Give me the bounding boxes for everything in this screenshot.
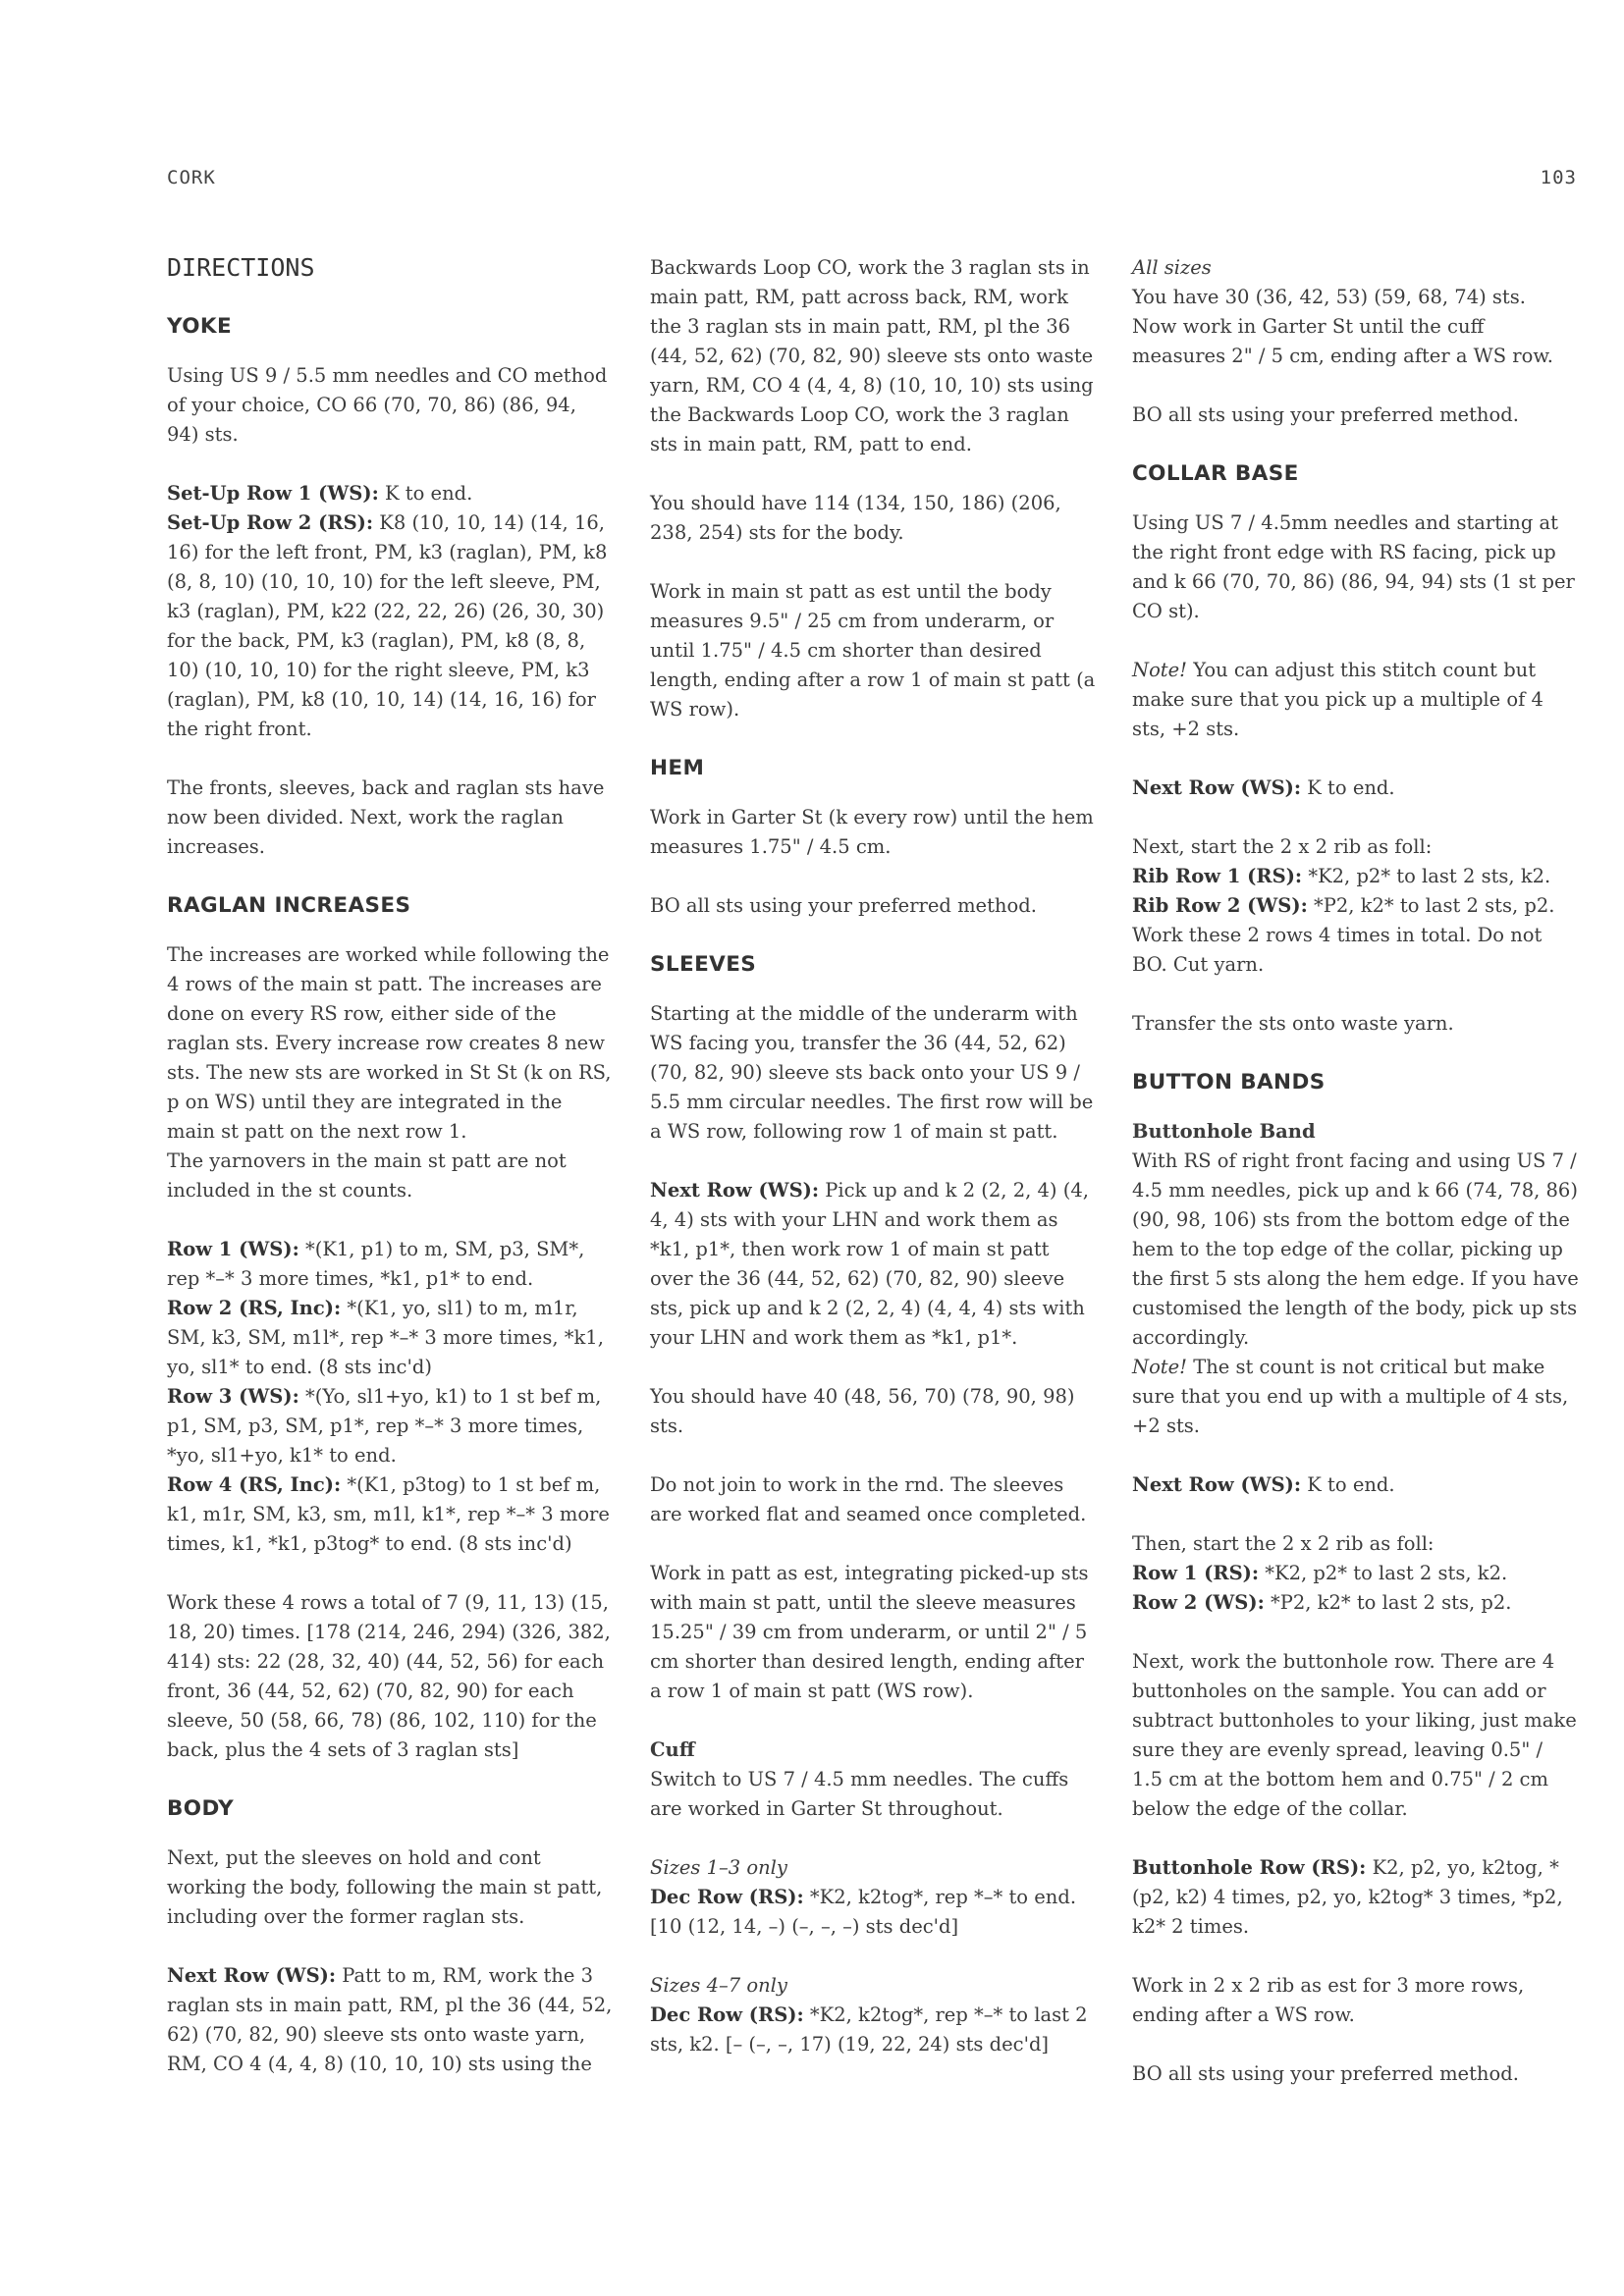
raglan-row-4-text: *(K1, p3tog) to 1 st bef m, k1, m1r, SM, k3, sm, m1l, k1*, rep *–* 3 more times, k1, *k1, p3tog* to end. (8 sts inc'd) [167, 1473, 610, 1555]
raglan-para-1: The increases are worked while following the 4 rows of the main st patt. The increases are done on every RS row, either side of the raglan sts. Every increase row creates 8 new sts. The new sts are worked in St St (k on RS, p on WS) until they are integrated in the main st patt on the next row 1. [167, 943, 612, 1143]
raglan-row-1-text: *(K1, p1) to m, SM, p3, SM*, rep *–* 3 more times, *k1, p1* to end. [167, 1238, 585, 1290]
collar-rib-intro: Next, start the 2 x 2 rib as foll: [1132, 835, 1433, 858]
raglan-row-3-text: *(Yo, sl1+yo, k1) to 1 st bef m, p1, SM, p3, SM, p1*, rep *–* 3 more times, *yo, sl1+yo, k1* to end. [167, 1385, 602, 1467]
collar-rib-row-1-text: *K2, p2* to last 2 sts, k2. [1302, 865, 1551, 887]
body-next-row-text: Patt to m, RM, work the 3 raglan sts in main patt, RM, pl the 36 (44, 52, 62) (70, 82, 90) sleeve sts onto waste yarn, RM, CO 4 (4, 4, 8) (10, 10, 10) sts using the [167, 1964, 613, 2075]
raglan-total: Work these 4 rows a total of 7 (9, 11, 13) (15, 18, 20) times. [178 (214, 246, 294) (326, 382, 414) sts: 22 (28, 32, 40) (44, 52, 56) for each front, 36 (44, 52, 62) (70, 82, 90) for each sleeve, 50 (58, 66, 78) (86, 102, 110) for the back, plus the 4 sets of 3 raglan sts] [167, 1591, 611, 1761]
running-head-title: CORK [167, 167, 216, 188]
bands-row-2-label: Row 2 (WS): [1132, 1591, 1265, 1614]
body-next-row-label: Next Row (WS): [167, 1964, 337, 1987]
setup-row-1-text: K to end. [378, 482, 473, 505]
yoke-intro: Using US 9 / 5.5 mm needles and CO method of your choice, CO 66 (70, 70, 86) (86, 94, 94) sts. [167, 364, 608, 446]
sleeves-next-row [650, 1176, 1097, 1353]
bands-next-row-label: Next Row (WS): [1132, 1473, 1302, 1496]
dec-row-2-text: *K2, k2tog*, rep *–* to last 2 sts, k2. [– (–, –, 17) (19, 22, 24) sts dec'd] [650, 2003, 1088, 2056]
yoke-heading: YOKE [167, 314, 233, 339]
collar-rib-row-1-label: Rib Row 1 (RS): [1132, 865, 1303, 887]
raglan-row-2-text: *(K1, yo, sl1) to m, m1r, SM, k3, SM, m1l*, rep *–* 3 more times, *k1, yo, sl1* to end. (8 sts inc'd) [167, 1297, 604, 1378]
bands-row-1 [1132, 1559, 1579, 1588]
collar-rib-row-1 [1132, 862, 1579, 891]
column-2 [650, 253, 1097, 2089]
dec-row-1-label: Dec Row (RS): [650, 1886, 804, 1908]
sleeves-stitch-count: You should have 40 (48, 56, 70) (78, 90, 98) sts. [650, 1385, 1075, 1437]
collar-next-row-text: K to end. [1301, 776, 1395, 799]
raglan-row-1 [167, 1235, 614, 1294]
bands-bo: BO all sts using your preferred method. [1132, 2062, 1519, 2085]
body-para-1: Next, put the sleeves on hold and cont working the body, following the main st patt, including over the former raglan sts. [167, 1846, 603, 1928]
column-1 [167, 253, 614, 2109]
buttonhole-intro: Next, work the buttonhole row. There are 4 buttonholes on the sample. You can add or subtract buttonholes to your liking, just make sure they are evenly spread, leaving 0.5" / 1.5 cm at the bottom hem and 0.75" / 2 cm below the edge of the collar. [1132, 1650, 1577, 1820]
buttonhole-row-label: Buttonhole Row (RS): [1132, 1856, 1367, 1879]
setup-row-2-text: K8 (10, 10, 14) (14, 16, 16) for the left front, PM, k3 (raglan), PM, k8 (8, 8, 10) (10, 10, 10) for the left sleeve, PM, k3 (raglan), PM, k22 (22, 22, 26) (26, 30, 30) for the back, PM, k3 (raglan), PM, k8 (8, 8, 10) (10, 10, 10) for the right sleeve, PM, k3 (raglan), PM, k8 (10, 10, 14) (14, 16, 16) for the right front. [167, 511, 608, 740]
sleeves-work: Work in patt as est, integrating picked-up sts with main st patt, until the sleeve measures 15.25" / 39 cm from underarm, or until 2" / 5 cm shorter than desired length, ending after a row 1 of main st patt (WS row). [650, 1562, 1089, 1702]
collar-rib-row-2 [1132, 891, 1579, 921]
raglan-row-4 [167, 1470, 614, 1559]
bands-next-row-text: K to end. [1301, 1473, 1395, 1496]
buttonhole-band-subheading: Buttonhole Band [1132, 1120, 1316, 1143]
yoke-divided-note: The fronts, sleeves, back and raglan sts have now been divided. Next, work the raglan increases. [167, 776, 605, 858]
hem-para-2: BO all sts using your preferred method. [650, 894, 1037, 917]
bands-para-1: With RS of right front facing and using US 7 / 4.5 mm needles, pick up and k 66 (74, 78, 86) (90, 98, 106) sts from the bottom edge of the hem to the top edge of the collar, picking up the first 5 sts along the hem edge. If you have customised the length of the body, pick up sts accordingly. [1132, 1149, 1579, 1349]
hem-para-1: Work in Garter St (k every row) until the hem measures 1.75" / 4.5 cm. [650, 806, 1094, 858]
sleeves-heading: SLEEVES [650, 952, 757, 977]
sleeves-para-1: Starting at the middle of the underarm with WS facing you, transfer the 36 (44, 52, 62) (70, 82, 90) sleeve sts back onto your US 9 / 5.5 mm circular needles. The first row will be a WS row, following row 1 of main st patt. [650, 1002, 1094, 1143]
setup-row-2 [167, 508, 614, 744]
collar-para-1: Using US 7 / 4.5mm needles and starting at the right front edge with RS facing, pick up and k 66 (70, 70, 86) (86, 94, 94) sts (1 st per CO st). [1132, 511, 1575, 622]
page-number: 103 [1540, 167, 1577, 188]
dec-row-2 [650, 2001, 1097, 2059]
body-continued: Backwards Loop CO, work the 3 raglan sts in main patt, RM, patt across back, RM, work the 3 raglan sts in main patt, RM, pl the 36 (44, 52, 62) (70, 82, 90) sleeve sts onto waste yarn, RM, CO 4 (4, 4, 8) (10, 10, 10) sts using the Backwards Loop CO, work the 3 raglan sts in main patt, RM, patt to end. [650, 256, 1094, 455]
bands-next-row [1132, 1470, 1579, 1500]
button-bands-heading: BUTTON BANDS [1132, 1070, 1326, 1095]
collar-note [1132, 656, 1579, 744]
bands-row-1-label: Row 1 (RS): [1132, 1562, 1260, 1584]
raglan-row-3 [167, 1382, 614, 1470]
buttonhole-row [1132, 1853, 1579, 1942]
collar-rib-row-2-label: Rib Row 2 (WS): [1132, 894, 1308, 917]
setup-row-1 [167, 479, 614, 508]
raglan-row-1-label: Row 1 (WS): [167, 1238, 299, 1260]
collar-next-row-label: Next Row (WS): [1132, 776, 1302, 799]
bands-more-rows: Work in 2 x 2 rib as est for 3 more rows, ending after a WS row. [1132, 1974, 1525, 2026]
bands-row-2 [1132, 1588, 1579, 1618]
bands-note [1132, 1353, 1579, 1441]
collar-heading: COLLAR BASE [1132, 461, 1299, 486]
all-sizes-label: All sizes [1132, 256, 1212, 279]
raglan-row-2-label: Row 2 (RS, Inc): [167, 1297, 342, 1319]
body-work: Work in main st patt as est until the body measures 9.5" / 25 cm from underarm, or until 1.75" / 4.5 cm shorter than desired length, ending after a row 1 of main st patt (a WS row). [650, 580, 1096, 721]
collar-next-row [1132, 774, 1579, 803]
sleeves-flat: Do not join to work in the rnd. The sleeves are worked flat and seamed once completed. [650, 1473, 1087, 1525]
cuff-heading: Cuff [650, 1738, 695, 1761]
collar-rib-row-2-text: *P2, k2* to last 2 sts, p2. [1307, 894, 1555, 917]
setup-row-2-label: Set-Up Row 2 (RS): [167, 511, 374, 534]
sleeves-next-row-label: Next Row (WS): [650, 1179, 820, 1201]
collar-rib-work: Work these 2 rows 4 times in total. Do not BO. Cut yarn. [1132, 924, 1543, 976]
bands-note-text: The st count is not critical but make sure that you end up with a multiple of 4 sts, +2 sts. [1132, 1356, 1569, 1437]
raglan-row-4-label: Row 4 (RS, Inc): [167, 1473, 342, 1496]
body-next-row [167, 1961, 614, 2079]
all-sizes [1132, 253, 1579, 283]
bands-row-1-text: *K2, p2* to last 2 sts, k2. [1259, 1562, 1508, 1584]
bands-rib-intro: Then, start the 2 x 2 rib as foll: [1132, 1532, 1435, 1555]
cuff-garter: Now work in Garter St until the cuff measures 2" / 5 cm, ending after a WS row. [1132, 315, 1553, 367]
raglan-row-2 [167, 1294, 614, 1382]
directions-title: DIRECTIONS [167, 253, 315, 282]
raglan-row-3-label: Row 3 (WS): [167, 1385, 299, 1408]
dec-row-1 [650, 1883, 1097, 1942]
cuff-text: Switch to US 7 / 4.5 mm needles. The cuffs are worked in Garter St throughout. [650, 1768, 1069, 1820]
sizes-1-3 [650, 1853, 1097, 1883]
column-3 [1132, 253, 1579, 2118]
sizes-4-7-label: Sizes 4–7 only [650, 1974, 787, 1997]
bands-note-label: Note! [1132, 1356, 1188, 1378]
dec-row-2-label: Dec Row (RS): [650, 2003, 804, 2026]
raglan-heading: RAGLAN INCREASES [167, 893, 411, 918]
body-stitch-count: You should have 114 (134, 150, 186) (206, 238, 254) sts for the body. [650, 492, 1061, 544]
collar-transfer: Transfer the sts onto waste yarn. [1132, 1012, 1454, 1035]
buttonhole-row-text: K2, p2, yo, k2tog, *(p2, k2) 4 times, p2, yo, k2tog* 3 times, *p2, k2* 2 times. [1132, 1856, 1563, 1938]
cuff-bo: BO all sts using your preferred method. [1132, 403, 1519, 426]
cuff-stitch-count: You have 30 (36, 42, 53) (59, 68, 74) sts. [1132, 286, 1526, 308]
setup-row-1-label: Set-Up Row 1 (WS): [167, 482, 379, 505]
collar-note-label: Note! [1132, 659, 1188, 681]
raglan-para-2: The yarnovers in the main st patt are not included in the st counts. [167, 1149, 567, 1201]
collar-note-text: You can adjust this stitch count but make sure that you pick up a multiple of 4 sts, +2 sts. [1132, 659, 1543, 740]
body-heading: BODY [167, 1796, 235, 1821]
sleeves-next-row-text: Pick up and k 2 (2, 2, 4) (4, 4, 4) sts with your LHN and work them as *k1, p1*, then work row 1 of main st patt over the 36 (44, 52, 62) (70, 82, 90) sleeve sts, pick up and k 2 (2, 2, 4) (4, 4, 4) sts with your LHN and work them as *k1, p1*. [650, 1179, 1089, 1349]
sizes-1-3-label: Sizes 1–3 only [650, 1856, 787, 1879]
sizes-4-7 [650, 1971, 1097, 2001]
dec-row-1-text: *K2, k2tog*, rep *–* to end. [10 (12, 14, –) (–, –, –) sts dec'd] [650, 1886, 1077, 1938]
bands-row-2-text: *P2, k2* to last 2 sts, p2. [1264, 1591, 1512, 1614]
hem-heading: HEM [650, 756, 705, 780]
